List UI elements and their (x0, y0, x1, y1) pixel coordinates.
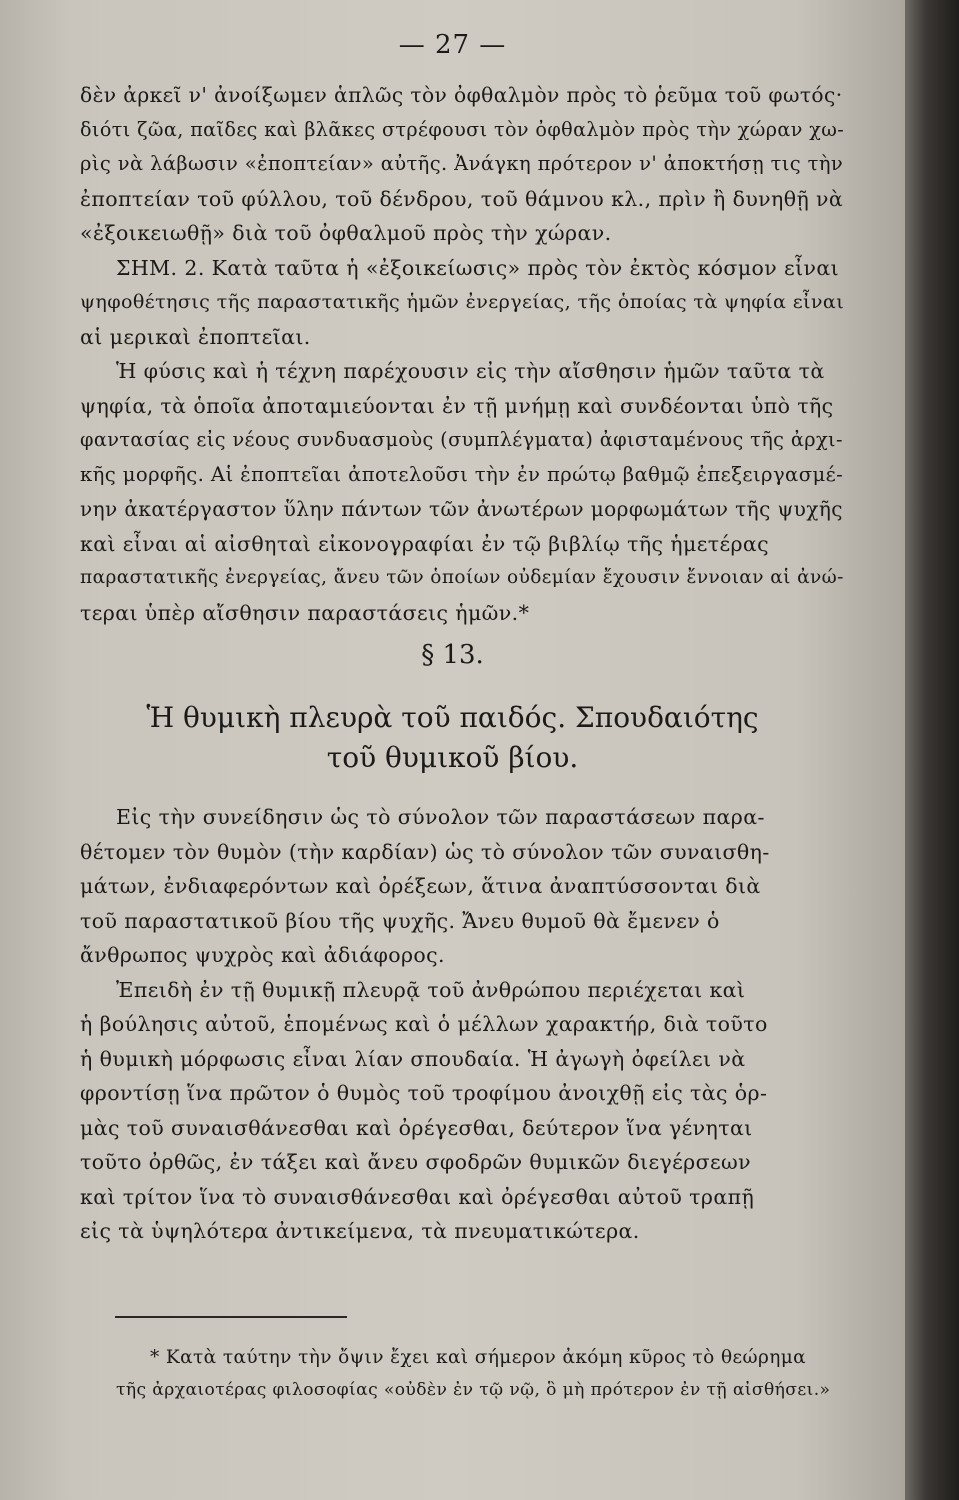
text-line: καὶ εἶναι αἱ αἰσθηταὶ εἰκονογραφίαι ἐν τῷ βιβλίῳ τῆς ἡμετέρας (80, 531, 770, 556)
footnote (116, 1342, 870, 1406)
text-line: Ἐπειδὴ ἐν τῇ θυμικῇ πλευρᾷ τοῦ ἀνθρώπου περιέχεται καὶ (116, 977, 746, 1002)
text-line: μὰς τοῦ συναισθάνεσθαι καὶ ὀρέγεσθαι, δεύτερον ἵνα γένηται (80, 1115, 753, 1140)
text-line: ἄνθρωπος ψυχρὸς καὶ ἀδιάφορος. (80, 943, 445, 967)
text-line: ἐποπτείαν τοῦ φύλλου, τοῦ δένδρου, τοῦ θάμνου κλ., πρὶν ἢ δυνηθῇ νὰ (80, 186, 844, 211)
heading-line: Ἡ θυμικὴ πλευρὰ τοῦ παιδός. Σπουδαιότης (146, 701, 759, 734)
text-line: διότι ζῶα, παῖδες καὶ βλᾶκες στρέφουσι τὸν ὀφθαλμὸν πρὸς τὴν χώραν χω- (80, 117, 845, 141)
text-line: δὲν ἀρκεῖ ν' ἀνοίξωμεν ἁπλῶς τὸν ὀφθαλμὸν πρὸς τὸ ῥεῦμα τοῦ φωτός· (80, 83, 843, 107)
top-text-block (80, 78, 850, 630)
text-line: φροντίσῃ ἵνα πρῶτον ὁ θυμὸς τοῦ τροφίμου ἀνοιχθῇ εἰς τὰς ὁρ- (80, 1081, 768, 1105)
text-line: εἰς τὰ ὑψηλότερα ἀντικείμενα, τὰ πνευματικώτερα. (80, 1219, 640, 1243)
body-text-block (80, 800, 850, 1249)
text-line: τεραι ὑπὲρ αἴσθησιν παραστάσεις ἡμῶν.* (80, 600, 530, 625)
text-line: τοῦτο ὀρθῶς, ἐν τάξει καὶ ἄνευ σφοδρῶν θυμικῶν διεγέρσεων (80, 1150, 752, 1174)
text-line: παραστατικῆς ἐνεργείας, ἄνευ τῶν ὁποίων οὐδεμίαν ἔχουσιν ἔννοιαν αἱ ἀνώ- (80, 567, 844, 588)
note-line: ΣΗΜ. 2. Κατὰ ταῦτα ἡ «ἐξοικείωσις» πρὸς τὸν ἐκτὸς κόσμον εἶναι (116, 255, 840, 280)
heading-line: τοῦ θυμικοῦ βίου. (326, 741, 579, 774)
text-line: αἱ μερικαὶ ἐποπτεῖαι. (80, 324, 311, 349)
text-line: «ἐξοικειωθῇ» διὰ τοῦ ὀφθαλμοῦ πρὸς τὴν χώραν. (80, 221, 612, 245)
text-line: κῆς μορφῆς. Αἱ ἐποπτεῖαι ἀποτελοῦσι τὴν ἐν πρώτῳ βαθμῷ ἐπεξειργασμέ- (80, 462, 844, 486)
book-binding-shadow (905, 0, 959, 1500)
text-line: θέτομεν τὸν θυμὸν (τὴν καρδίαν) ὡς τὸ σύνολον τῶν συναισθη- (80, 839, 770, 864)
footnote-line: τῆς ἀρχαιοτέρας φιλοσοφίας «οὐδὲν ἐν τῷ νῷ, ὃ μὴ πρότερον ἐν τῇ αἰσθήσει.» (116, 1380, 831, 1400)
text-line: τοῦ παραστατικοῦ βίου τῆς ψυχῆς. Ἄνευ θυμοῦ θὰ ἔμενεν ὁ (80, 908, 720, 933)
text-line: Ἡ φύσις καὶ ἡ τέχνη παρέχουσιν εἰς τὴν αἴσθησιν ἡμῶν ταῦτα τὰ (116, 359, 825, 383)
section-number: § 13. (421, 640, 484, 670)
text-line: ἡ βούλησις αὐτοῦ, ἑπομένως καὶ ὁ μέλλων χαρακτήρ, διὰ τοῦτο (80, 1012, 768, 1036)
text-line: ψηφοθέτησις τῆς παραστατικῆς ἡμῶν ἐνεργείας, τῆς ὁποίας τὰ ψηφία εἶναι (80, 290, 845, 313)
text-line: ρὶς νὰ λάβωσιν «ἐποπτείαν» αὐτῆς. Ἀνάγκη πρότερον ν' ἀποκτήσῃ τις τὴν (80, 152, 844, 175)
text-line: νην ἀκατέργαστον ὕλην πάντων τῶν ἀνωτέρων μορφωμάτων τῆς ψυχῆς (80, 497, 843, 521)
text-line: μάτων, ἐνδιαφερόντων καὶ ὀρέξεων, ἅτινα ἀναπτύσσονται διὰ (80, 874, 761, 898)
text-line: Εἰς τὴν συνείδησιν ὡς τὸ σύνολον τῶν παραστάσεων παρα- (116, 805, 765, 829)
text-line: ἡ θυμικὴ μόρφωσις εἶναι λίαν σπουδαία. Ἡ ἀγωγὴ ὀφείλει νὰ (80, 1046, 746, 1071)
text-line: καὶ τρίτον ἵνα τὸ συναισθάνεσθαι καὶ ὀρέγεσθαι αὐτοῦ τραπῇ (80, 1184, 755, 1209)
text-line: φαντασίας εἰς νέους συνδυασμοὺς (συμπλέγματα) ἀφισταμένους τῆς ἀρχι- (80, 428, 843, 451)
footnote-divider (115, 1316, 347, 1318)
page-number: — 27 — (398, 30, 507, 60)
text-line: ψηφία, τὰ ὁποῖα ἀποταμιεύονται ἐν τῇ μνήμῃ καὶ συνδέονται ὑπὸ τῆς (80, 393, 834, 418)
footnote-line: * Κατὰ ταύτην τὴν ὄψιν ἔχει καὶ σήμερον ἀκόμη κῦρος τὸ θεώρημα (150, 1347, 807, 1368)
section-heading (0, 698, 905, 778)
